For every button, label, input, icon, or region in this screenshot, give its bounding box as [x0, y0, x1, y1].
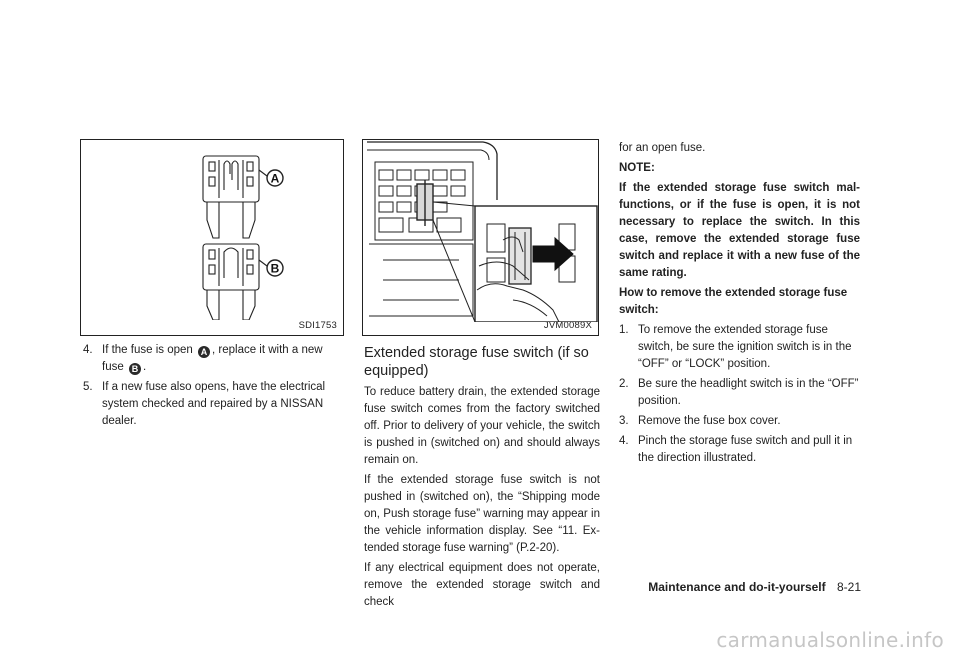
- footer-section-title: Maintenance and do-it-yourself: [648, 580, 826, 594]
- page-footer: [648, 580, 861, 594]
- fuse-illustration: [81, 140, 343, 320]
- list-item: [83, 342, 345, 376]
- item-number: 4.: [83, 344, 93, 356]
- item-number: 3.: [619, 415, 629, 427]
- fuse-figure: [80, 139, 344, 336]
- item-text: Be sure the headlight switch is in the “OFF” position.: [638, 378, 859, 407]
- inset-detail: [433, 202, 597, 322]
- item-text: To remove the extended storage fuse switch, be sure the ignition switch is in the “OFF” or “LOCK” position.: [638, 324, 852, 370]
- marker-a-icon: A: [198, 346, 210, 358]
- paragraph: for an open fuse.: [619, 142, 706, 154]
- paragraph: To reduce battery drain, the extended storage fuse switch comes from the factory switched off. Prior to delivery of your vehicle, the switch is pushed in (switched on) and should always remain on.: [364, 386, 600, 466]
- section-body: [364, 384, 600, 614]
- list-item: [619, 413, 860, 430]
- note-label: NOTE:: [619, 162, 655, 174]
- figure-code: JVM0089X: [543, 320, 592, 331]
- item-number: 2.: [619, 378, 629, 390]
- marker-a-icon: [267, 170, 283, 186]
- item-text-mid: , replace it with a new fuse: [102, 344, 323, 373]
- storage-switch-figure: [362, 139, 599, 336]
- item-text: Pinch the storage fuse switch and pull it in the direction illustrated.: [638, 435, 853, 464]
- howto-heading: How to remove the extended storage fuse switch:: [619, 287, 848, 316]
- watermark: carmanualsonline.info: [716, 628, 944, 652]
- marker-a-label: A: [270, 171, 280, 186]
- item-text: If a new fuse also opens, have the electrical system checked and repaired by a NISSAN dealer.: [102, 381, 326, 427]
- list-item: [83, 379, 345, 430]
- fuse-b-drawing: [203, 244, 259, 320]
- paragraph: If the extended storage fuse switch is not pushed in (switched on), the “Shipping mode on, Push storage fuse” warning may appear in the vehicle information display. See “11. Ex-tended storage fuse warning” (P.2-20).: [364, 474, 600, 554]
- marker-b-icon: B: [129, 363, 141, 375]
- list-item: [619, 322, 860, 373]
- item-text: Remove the fuse box cover.: [638, 415, 781, 427]
- item-text-start: If the fuse is open: [102, 344, 193, 356]
- storage-switch-illustration: [363, 140, 598, 322]
- item-text-end: .: [142, 361, 147, 373]
- right-column: [619, 140, 860, 470]
- figure-code: SDI1753: [298, 320, 337, 331]
- marker-b-icon: [267, 260, 283, 276]
- fuse-steps-list: [83, 342, 345, 433]
- paragraph: If any electrical equipment does not operate, remove the extended storage switch and check: [364, 562, 600, 608]
- section-heading: Extended storage fuse switch (if so equipped): [364, 345, 589, 379]
- page-number: 8-21: [836, 580, 861, 594]
- item-number: 5.: [83, 381, 93, 393]
- note-text: If the extended storage fuse switch mal-functions, or if the fuse is open, it is not necessary to replace the switch. In this case, remove the extended storage fuse switch and replace it with a new fuse of the same rating.: [619, 182, 860, 279]
- fuse-a-drawing: [203, 156, 259, 238]
- marker-b-label: B: [270, 261, 280, 276]
- list-item: [619, 376, 860, 410]
- list-item: [619, 433, 860, 467]
- removal-steps-list: [619, 322, 860, 467]
- item-number: 4.: [619, 435, 629, 447]
- item-number: 1.: [619, 324, 629, 336]
